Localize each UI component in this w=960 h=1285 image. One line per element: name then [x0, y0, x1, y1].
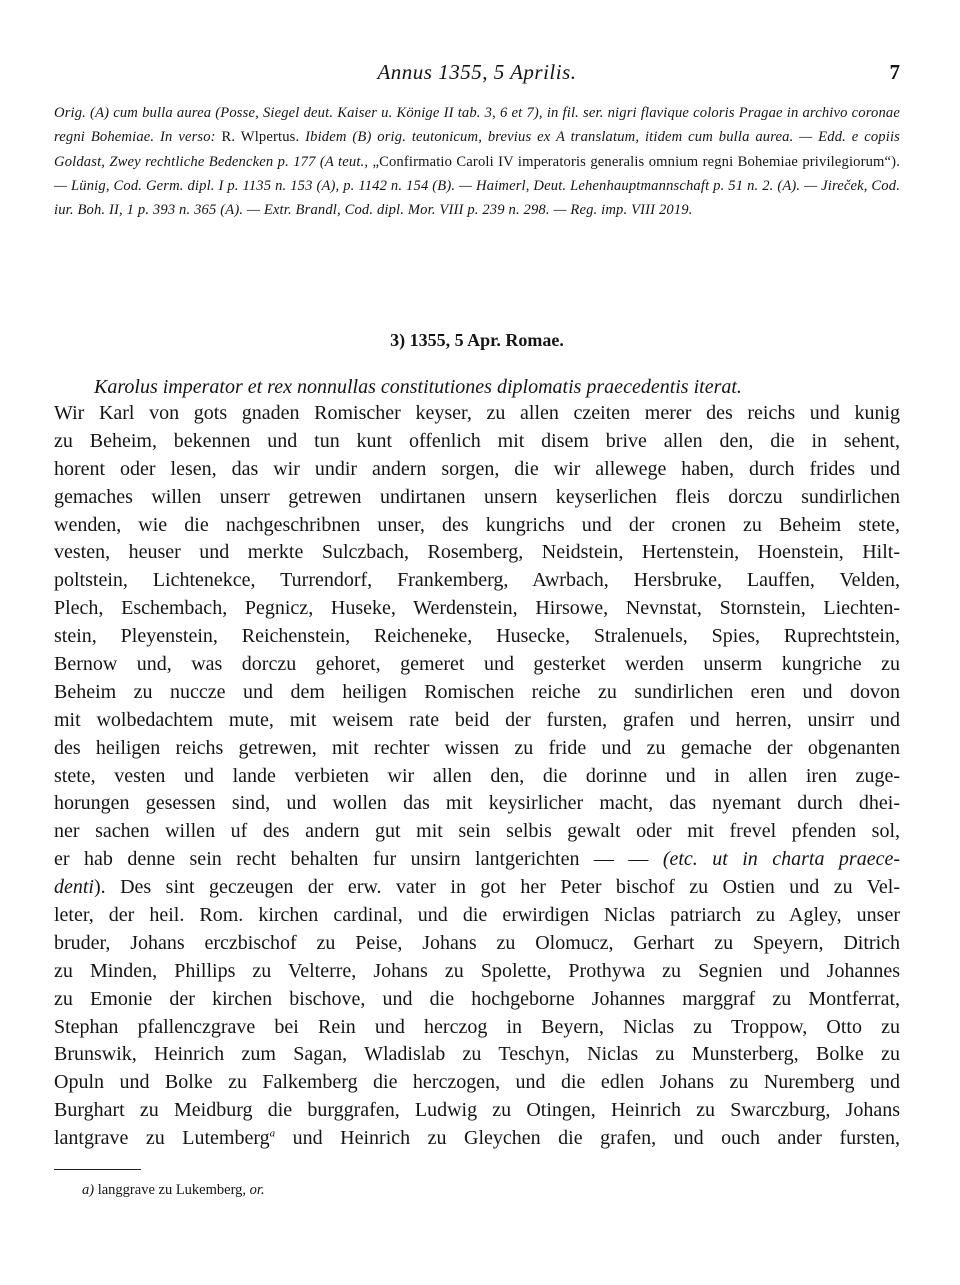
text-line: vesten, heuser und merkte Sulczbach, Rosemberg, Neidstein, Hertenstein, Hoenstein, Hilt- — [54, 541, 900, 564]
editorial-note: denti — [54, 876, 94, 899]
text-line: zu Minden, Phillips zu Velterre, Johans zu Spolette, Prothywa zu Segnien und Johannes — [54, 959, 900, 982]
editorial-note: (etc. ut in charta praece- — [662, 848, 900, 871]
regest: Karolus imperator et rex nonnullas constitutiones diplomatis praecedentis iterat. — [94, 376, 742, 398]
text-line: wenden, wie die nachgeschribnen unser, des kungrichs und der cronen zu Beheim stete, — [54, 513, 900, 536]
text-line: Brunswik, Heinrich zum Sagan, Wladislab zu Teschyn, Niclas zu Munsterberg, Bolke zu — [54, 1043, 900, 1066]
running-head — [54, 58, 900, 86]
footnote — [82, 1179, 265, 1201]
footnote-text: langgrave zu Lukemberg, — [94, 1182, 250, 1198]
critical-apparatus — [54, 101, 900, 222]
text-run: und Heinrich zu Gleychen die grafen, und ouch ander fursten, — [275, 1127, 900, 1150]
document-body — [54, 400, 900, 1153]
text-line: gemaches willen unserr getrewen undirtanen unsern keyserlichen fleis dorczu sundirlichen — [54, 485, 900, 508]
text-line — [54, 846, 900, 874]
text-run: er hab denne sein recht behalten fur unsirn lantgerichten — — — [54, 848, 663, 871]
text-line — [54, 874, 900, 902]
text-line: horent oder lesen, das wir undir andern sorgen, die wir allewege haben, durch frides und — [54, 457, 900, 480]
text-line: des heiligen reichs getrewen, mit rechter wissen zu fride und zu gemache der obgenanten — [54, 736, 900, 759]
text-line: stete, vesten und lande verbieten wir allen den, die dorinne und in allen iren zuge- — [54, 764, 900, 787]
page-number: 7 — [889, 60, 900, 84]
text-line: Bernow und, was dorczu gehoret, gemeret und gesterket werden unserm kungriche zu — [54, 653, 900, 676]
text-line: zu Emonie der kirchen bischove, und die hochgeborne Johannes marggraf zu Montferrat, — [54, 987, 900, 1010]
footnote-source: or. — [249, 1182, 265, 1198]
text-line: zu Beheim, bekennen und tun kunt offenlich mit disem brive allen den, die in sehent, — [54, 429, 900, 452]
footnote-marker: a) — [82, 1182, 95, 1198]
apparatus-segment: Ibidem (B) orig. teutonicum, brevius ex A translatum, itidem cum bulla aurea. — Edd. e copiis Goldast, Zwey rechtliche Bedencken p. 177 (A teut., — [54, 129, 900, 170]
text-line: Stephan pfallenczgrave bei Rein und herczog in Beyern, Niclas zu Troppow, Otto zu — [54, 1015, 900, 1038]
text-line: ner sachen willen uf des andern gut mit sein selbis gewalt oder mit frevel pfenden sol, — [54, 820, 900, 843]
text-line — [54, 1125, 900, 1153]
text-run: ). Des sint geczeugen der erw. vater in got her Peter bischof zu Ostien und zu Vel- — [94, 876, 900, 899]
document-page — [54, 0, 900, 1285]
apparatus-segment: Orig. (A) cum bulla aurea (Posse, Siegel deut. Kaiser u. Könige II tab. 3, 6 et 7), in fil. ser. nigri flavique coloris Pragae in archivo coronae regni Bohemiae. In verso: — [54, 105, 900, 146]
apparatus-segment: — Lünig, Cod. Germ. dipl. I p. 1135 n. 153 (A), p. 1142 n. 154 (B). — Haimerl, Deut. Lehenhauptmannschaft p. 51 n. 2. (A). — Jireček, Cod. iur. Boh. II, 1 p. 393 n. 365 (A). — Extr. Brandl, Cod. dipl. Mor. VIII p. 239 n. 298. — Reg. imp. VIII 2019. — [54, 177, 900, 219]
footnote-reference: a — [269, 1127, 276, 1140]
footnote-rule — [54, 1169, 141, 1170]
running-title: Annus 1355, 5 Aprilis. — [377, 60, 577, 84]
text-line: horungen gesessen sind, und wollen das mit keysirlicher macht, das nyemant durch dhei- — [54, 792, 900, 815]
text-line: mit wolbedachtem mute, mit weisem rate beid der fursten, grafen und herren, unsirr und — [54, 708, 900, 731]
text-line: Plech, Eschembach, Pegnicz, Huseke, Werdenstein, Hirsowe, Nevnstat, Stornstein, Liechten- — [54, 597, 900, 620]
text-line: stein, Pleyenstein, Reichenstein, Reicheneke, Husecke, Stralenuels, Spies, Ruprechtstein, — [54, 625, 900, 648]
text-run: lantgrave zu Lutemberg — [54, 1127, 270, 1150]
document-number-heading: 3) 1355, 5 Apr. Romae. — [390, 330, 564, 350]
apparatus-segment: „Confirmatio Caroli IV imperatoris generalis omnium regni Bohemiae privilegiorum“). — [372, 153, 900, 170]
text-line: bruder, Johans erczbischof zu Peise, Johans zu Olomucz, Gerhart zu Speyern, Ditrich — [54, 931, 900, 954]
text-line: Burghart zu Meidburg die burggrafen, Ludwig zu Otingen, Heinrich zu Swarczburg, Johans — [54, 1099, 900, 1122]
text-line: Wir Karl von gots gnaden Romischer keyser, zu allen czeiten merer des reichs und kunig — [54, 402, 900, 424]
text-line: Opuln und Bolke zu Falkemberg die herczogen, und die edlen Johans zu Nuremberg und — [54, 1071, 900, 1094]
apparatus-segment: R. Wlpertus. — [221, 129, 300, 146]
text-line: poltstein, Lichtenekce, Turrendorf, Frankemberg, Awrbach, Hersbruke, Lauffen, Velden, — [54, 569, 900, 592]
text-line: leter, der heil. Rom. kirchen cardinal, und die erwirdigen Niclas patriarch zu Agley, unser — [54, 904, 900, 927]
text-line: Beheim zu nuccze und dem heiligen Romischen reiche zu sundirlichen eren und dovon — [54, 680, 900, 703]
